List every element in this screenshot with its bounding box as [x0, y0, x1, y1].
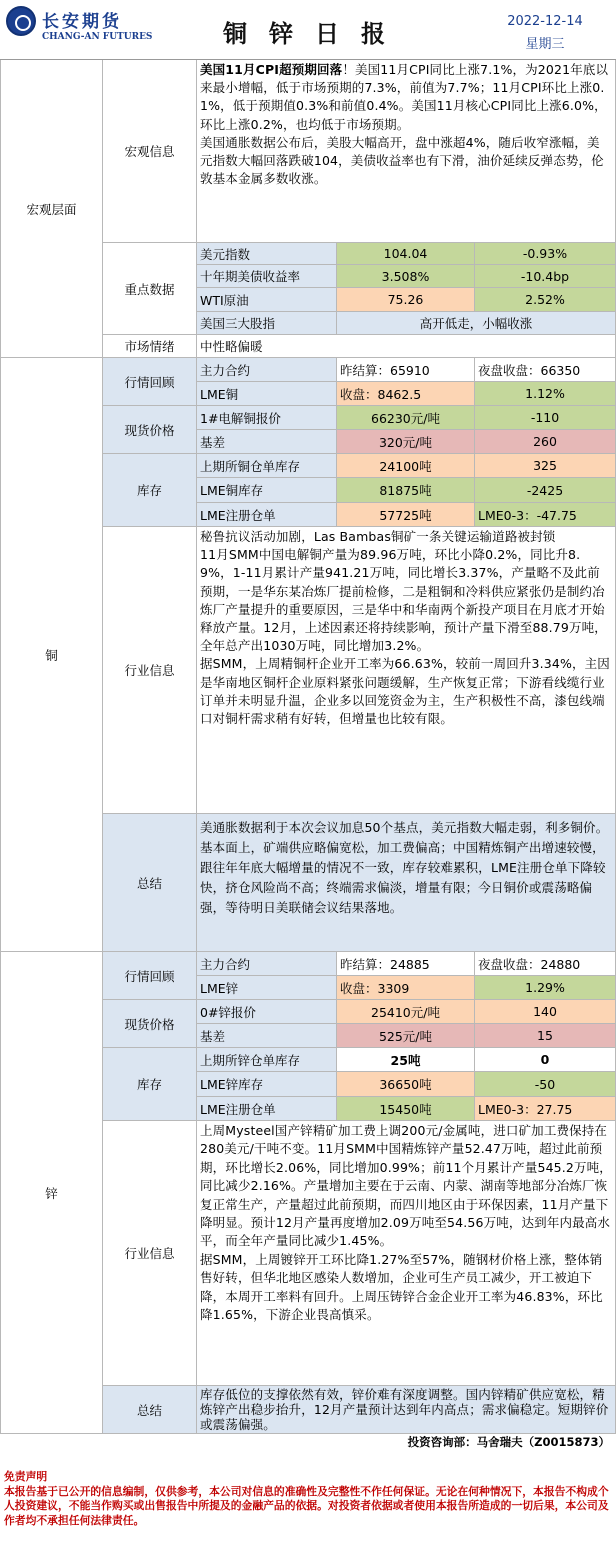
basis-value: 320元/吨	[337, 430, 475, 454]
row-label-spot: 现货价格	[103, 1000, 197, 1048]
copper-industry-p3: 据SMM，上周精铜杆企业开工率为66.63%，较前一周回升3.34%，主因是华南地区铜杆企业原料紧张问题缓解，生产恢复正常；下游看线缆行业订单并未明显升温，企业多以回笼资金为主，生产积极性不高，漆包线端口对铜杆需求稍有好转，但增量也比较有限。	[200, 656, 610, 727]
contract-name: 主力合约	[197, 952, 337, 976]
stock-value: 57725吨	[337, 503, 475, 527]
analyst-contact: 投资咨询部：马舍瑞夫（Z0015873）	[407, 1435, 610, 1449]
copper-industry-text	[197, 527, 616, 814]
settle-price: 昨结算：24885	[337, 952, 475, 976]
company-name: 长安期货	[42, 12, 122, 32]
company-name-en: CHANG-AN FUTURES	[42, 32, 153, 42]
macro-info-p1: ！美国11月CPI同比上涨7.1%，为2021年底以来最小增幅，低于市场预期的7.3%，前值为7.7%；11月CPI环比上涨0.1%，低于预期值0.3%和前值0.4%。美国11月核心CPI同比上涨6.0%，环比上涨0.2%，也均低于市场预期。	[200, 62, 609, 132]
key-data-name: 美国三大股指	[197, 312, 337, 335]
contract-name: 主力合约	[197, 358, 337, 382]
key-data-value: 高开低走，小幅收涨	[337, 312, 616, 335]
row-label-review: 行情回顾	[103, 952, 197, 1000]
lme-name: LME铜	[197, 382, 337, 406]
lme-close: 收盘：8462.5	[337, 382, 475, 406]
copper-industry-p2: 11月SMM中国电解铜产量为89.96万吨，环比小降0.2%，同比升8.9%，1-11月累计产量941.21万吨，同比增长3.37%，产量略不及此前预期，一是华东某冶炼厂提前检修，二是粗铜和冷料供应紧张仍是制约冶炼厂产量提升的重要原因，三是华中和华南两个新投产项目在月底才开始释放产量。12月，上述因素还将持续影响，预计产量下滑至88.79万吨，全年总产出1030万吨，同比增加3.2%。	[200, 547, 607, 654]
night-close: 夜盘收盘：66350	[475, 358, 616, 382]
settle-price: 昨结算：65910	[337, 358, 475, 382]
spot-change: 140	[475, 1000, 616, 1024]
zinc-industry-p1: 上周Mysteel国产锌精矿加工费上调200元/金属吨，进口矿加工费保持在280美元/干吨不变。11月SMM中国精炼锌产量52.47万吨，超过此前预期，环比增长2.06%，同比增加0.99%；前11个月累计产量545.2万吨，同比减少2.16%。产量增加主要在于云南、内蒙、湖南等地部分冶炼厂恢复正常生产，产量超过此前预期，而四川地区由于环保因素，11月产量下降明显。预计12月产量再度增加2.09万吨至54.56万吨，达到年内最高水平，而全年产量同比减少1.45%。	[200, 1123, 612, 1249]
spot-name: 1#电解铜报价	[197, 406, 337, 430]
key-data-name: 十年期美债收益率	[197, 265, 337, 288]
basis-change: 15	[475, 1024, 616, 1048]
zinc-summary: 库存低位的支撑依然有效，锌价难有深度调整。国内锌精矿供应宽松，精炼锌产出稳步抬升，12月产量预计达到年内高点；需求偏稳定。短期锌价或震荡偏强。	[197, 1386, 616, 1434]
stock-change: LME0-3：27.75	[475, 1097, 616, 1121]
stock-change: -2425	[475, 478, 616, 503]
basis-name: 基差	[197, 1024, 337, 1048]
spot-change: -110	[475, 406, 616, 430]
disclaimer-text: 本报告基于已公开的信息编制，仅供参考，本公司对信息的准确性及完整性不作任何保证。无论在何种情况下，本报告不构成个人投资建议，不能当作购买或出售报告中所提及的金融产品的依据。对投资者依据或者使用本报告所造成的一切后果，本公司及作者均不承担任何法律责任。	[4, 1484, 609, 1527]
company-logo-icon	[6, 6, 36, 36]
stock-name: 上期所锌仓单库存	[197, 1048, 337, 1072]
key-data-value: 104.04	[337, 243, 475, 265]
basis-value: 525元/吨	[337, 1024, 475, 1048]
stock-value: 25吨	[337, 1048, 475, 1072]
lme-change: 1.12%	[475, 382, 616, 406]
stock-change: 325	[475, 454, 616, 478]
night-close: 夜盘收盘：24880	[475, 952, 616, 976]
report-date: 2022-12-14	[507, 14, 583, 29]
stock-name: LME注册仓单	[197, 1097, 337, 1121]
row-label-summary: 总结	[103, 814, 197, 952]
stock-change: LME0-3：-47.75	[475, 503, 616, 527]
stock-value: 24100吨	[337, 454, 475, 478]
row-label-review: 行情回顾	[103, 358, 197, 406]
macro-headline: 美国11月CPI超预期回落	[200, 62, 343, 77]
key-data-change: -0.93%	[475, 243, 616, 265]
zinc-industry-text	[197, 1121, 616, 1386]
basis-change: 260	[475, 430, 616, 454]
report-weekday: 星期三	[525, 37, 565, 52]
row-label-summary: 总结	[103, 1386, 197, 1434]
copper-industry-p1: 秘鲁抗议活动加剧，Las Bambas铜矿一条关键运输道路被封锁	[200, 529, 556, 544]
stock-name: LME锌库存	[197, 1072, 337, 1097]
key-data-name: 美元指数	[197, 243, 337, 265]
zinc-industry-p2: 据SMM，上周镀锌开工环比降1.27%至57%，随钢材价格上涨，整体销售好转，但华北地区感染人数增加，企业可生产员工减少，开工被迫下降，本周开工率料有回升。上周压铸锌合金企业开工率为46.83%，环比降1.65%，下游企业畏高慎采。	[200, 1251, 603, 1323]
row-label-stock: 库存	[103, 454, 197, 527]
lme-name: LME锌	[197, 976, 337, 1000]
copper-summary: 美通胀数据利于本次会议加息50个基点，美元指数大幅走弱，利多铜价。基本面上，矿端供应略偏宽松，加工费偏高；中国精炼铜产出增速较慢，跟往年年底大幅增量的情况不一致，库存较难累积，LME注册仓单下降较快，挤仓风险尚不高；终端需求偏淡，增量有限；今日铜价或震荡略偏强，等待明日美联储会议结果落地。	[197, 814, 616, 952]
section-label-macro: 宏观层面	[0, 60, 103, 358]
row-label-key-data: 重点数据	[103, 243, 197, 335]
key-data-name: WTI原油	[197, 288, 337, 312]
stock-name: 上期所铜仓单库存	[197, 454, 337, 478]
key-data-value: 75.26	[337, 288, 475, 312]
row-label-spot: 现货价格	[103, 406, 197, 454]
macro-info-text	[197, 60, 616, 243]
report-header	[0, 0, 616, 60]
stock-value: 81875吨	[337, 478, 475, 503]
stock-name: LME铜库存	[197, 478, 337, 503]
disclaimer-title: 免责声明	[4, 1470, 48, 1483]
basis-name: 基差	[197, 430, 337, 454]
market-sentiment: 中性略偏暖	[197, 335, 616, 358]
spot-name: 0#锌报价	[197, 1000, 337, 1024]
stock-value: 15450吨	[337, 1097, 475, 1121]
spot-price: 25410元/吨	[337, 1000, 475, 1024]
stock-change: 0	[475, 1048, 616, 1072]
spot-price: 66230元/吨	[337, 406, 475, 430]
section-label-copper: 铜	[0, 358, 103, 952]
report-title: 铜锌日报	[223, 20, 407, 48]
key-data-value: 3.508%	[337, 265, 475, 288]
macro-info-p2: 美国通胀数据公布后，美股大幅高开，盘中涨超4%，随后收窄涨幅，美元指数大幅回落跌破104，美债收益率也有下滑，油价延续反弹态势，伦敦基本金属多数收涨。	[200, 134, 604, 187]
row-label-stock: 库存	[103, 1048, 197, 1121]
lme-close: 收盘：3309	[337, 976, 475, 1000]
disclaimer	[0, 1470, 616, 1542]
lme-change: 1.29%	[475, 976, 616, 1000]
row-label-macro-info: 宏观信息	[103, 60, 197, 243]
key-data-change: 2.52%	[475, 288, 616, 312]
stock-value: 36650吨	[337, 1072, 475, 1097]
row-label-industry: 行业信息	[103, 1121, 197, 1386]
stock-change: -50	[475, 1072, 616, 1097]
row-label-sentiment: 市场情绪	[103, 335, 197, 358]
stock-name: LME注册仓单	[197, 503, 337, 527]
key-data-change: -10.4bp	[475, 265, 616, 288]
section-label-zinc: 锌	[0, 952, 103, 1434]
row-label-industry: 行业信息	[103, 527, 197, 814]
